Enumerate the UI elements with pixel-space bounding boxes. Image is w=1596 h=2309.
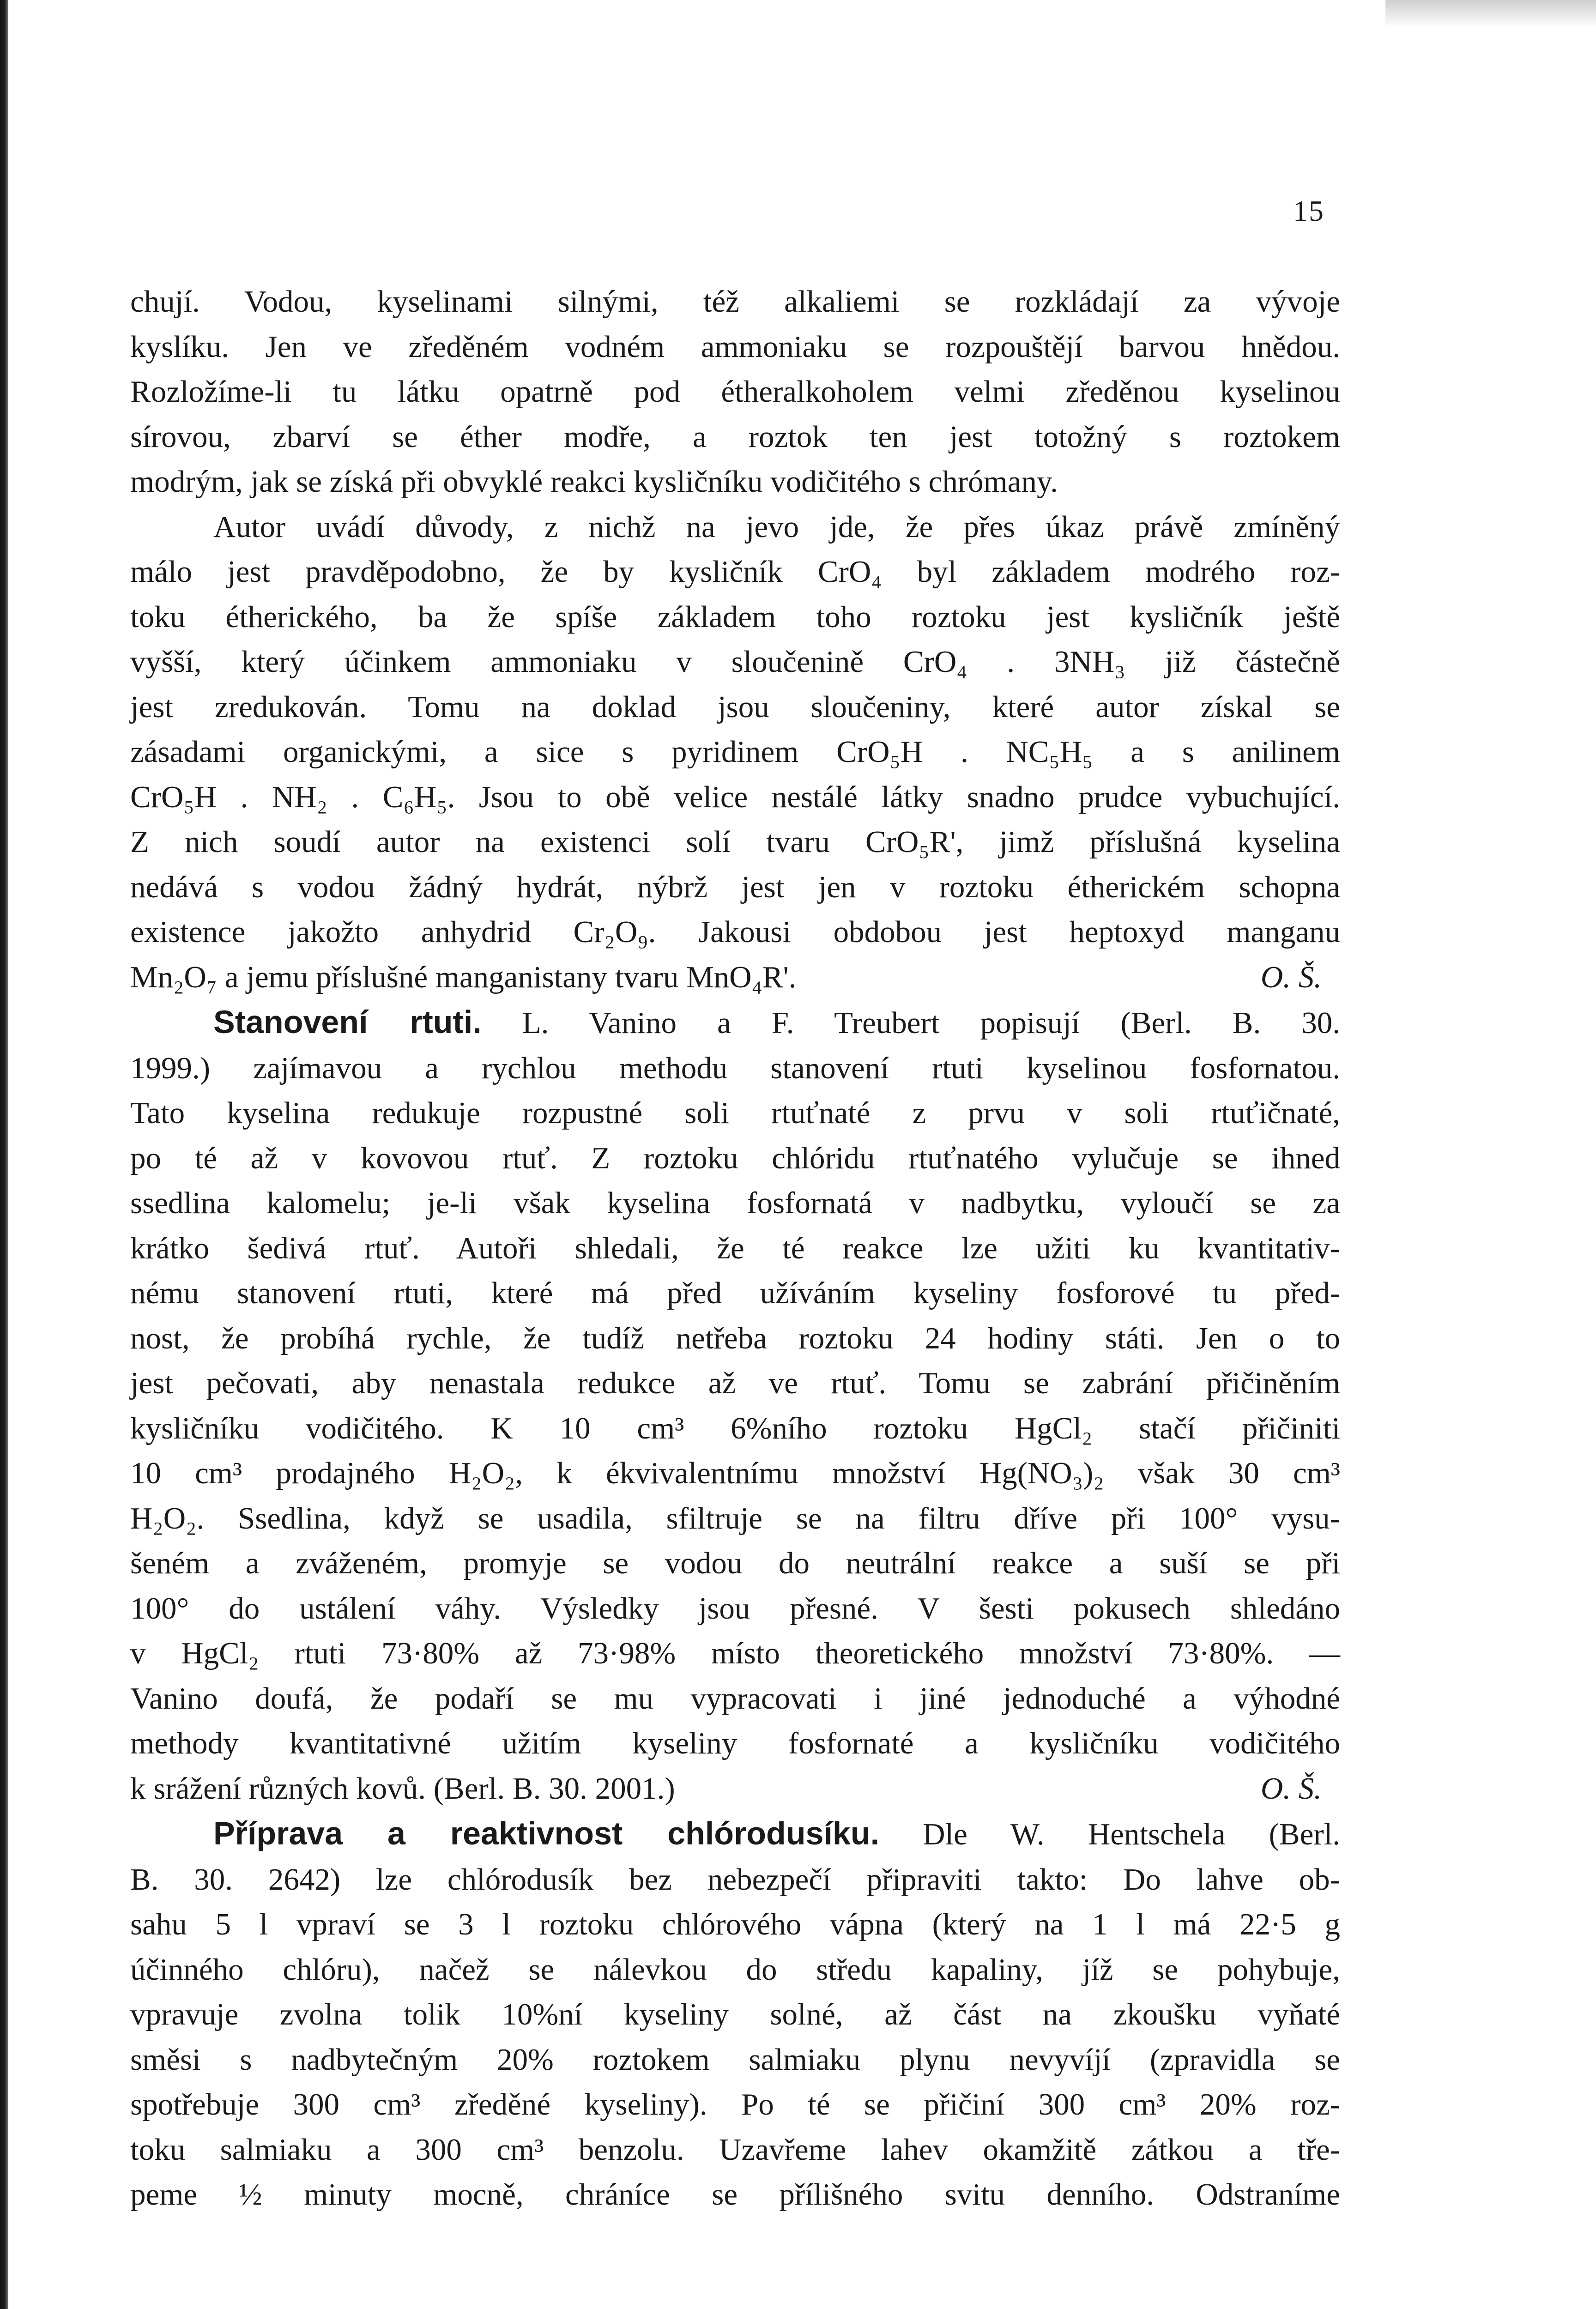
text-line: 100° do ustálení váhy. Výsledky jsou přesné. V šesti pokusech shledáno [130, 1591, 1340, 1626]
text-line: peme ½ minuty mocně, chráníce se přílišného svitu denního. Odstraníme [130, 2177, 1340, 2212]
text-line: vyšší, který účinkem ammoniaku v sloučenině CrO₄ . 3NH₃ již částečně [130, 645, 1340, 679]
text-line: chují. Vodou, kyselinami silnými, též alkaliemi se rozkládají za vývoje [130, 284, 1340, 319]
text-line: existence jakožto anhydrid Cr₂O₉. Jakousi obdobou jest heptoxyd manganu [130, 915, 1340, 949]
text-line: nedává s vodou žádný hydrát, nýbrž jest jen v roztoku étherickém schopna [130, 870, 1340, 904]
text-line [130, 1766, 1340, 1812]
text-line: v HgCl₂ rtuti 73·80% až 73·98% místo theoretického množství 73·80%. — [130, 1636, 1340, 1670]
text-line: spotřebuje 300 cm³ zředěné kyseliny). Po té se přičiní 300 cm³ 20% roz- [130, 2087, 1340, 2122]
text-line: zásadami organickými, a sice s pyridinem CrO₅H . NC₅H₅ a s anilinem [130, 735, 1340, 769]
text-line: po té až v kovovou rtuť. Z roztoku chlóridu rtuťnatého vylučuje se ihned [130, 1141, 1340, 1175]
text-line: Z nich soudí autor na existenci solí tvaru CrO₅R', jimž příslušná kyselina [130, 825, 1340, 859]
section-opening-line [130, 1000, 1340, 1046]
author-signature: O. Š. [1260, 960, 1322, 994]
text-line: sahu 5 l vpraví se 3 l roztoku chlórového vápna (který na 1 l má 22·5 g [130, 1907, 1340, 1941]
text-line: 10 cm³ prodajného H₂O₂, k ékvivalentnímu množství Hg(NO₃)₂ však 30 cm³ [130, 1456, 1340, 1490]
text-line: H₂O₂. Ssedlina, když se usadila, sfiltruje se na filtru dříve při 100° vysu- [130, 1501, 1340, 1535]
binding-edge [0, 0, 8, 2309]
author-signature: O. Š. [1260, 1771, 1322, 1806]
text-line: Rozložíme-li tu látku opatrně pod étheralkoholem velmi zředěnou kyselinou [130, 375, 1340, 409]
text-line-content: L. Vanino a F. Treubert popisují (Berl. B. 30. [522, 1006, 1340, 1040]
text-line: účinného chlóru), načež se nálevkou do středu kapaliny, jíž se pohybuje, [130, 1952, 1340, 1987]
page-number: 15 [1293, 194, 1324, 227]
text-line: Autor uvádí důvody, z nichž na jevo jde, že přes úkaz právě zmíněný [213, 509, 1340, 544]
text-line: málo jest pravděpodobno, že by kysličník CrO₄ byl základem modrého roz- [130, 555, 1340, 589]
text-line: 1999.) zajímavou a rychlou methodu stanovení rtuti kyselinou fosfornatou. [130, 1051, 1340, 1085]
section-opening-line [130, 1811, 1340, 1857]
text-line: vpravuje zvolna tolik 10%ní kyseliny solné, až část na zkoušku vyňaté [130, 1997, 1340, 2031]
text-line-content: Mn₂O₇ a jemu příslušné manganistany tvaru MnO₄R'. [130, 960, 797, 994]
text-column [130, 279, 1340, 2218]
text-line: směsi s nadbytečným 20% roztokem salmiaku plynu nevyvíjí (zpravidla se [130, 2042, 1340, 2077]
text-line: ssedlina kalomelu; je-li však kyselina fosfornatá v nadbytku, vyloučí se za [130, 1186, 1340, 1220]
text-line: nému stanovení rtuti, které má před užíváním kyseliny fosforové tu před- [130, 1276, 1340, 1310]
text-line: toku étherického, ba že spíše základem toho roztoku jest kysličník ještě [130, 599, 1340, 634]
text-line: Vanino doufá, že podaří se mu vypracovati i jiné jednoduché a výhodné [130, 1681, 1340, 1716]
text-line: CrO₅H . NH₂ . C₆H₅. Jsou to obě velice nestálé látky snadno prudce vybuchující. [130, 780, 1340, 814]
text-line: kyslíku. Jen ve zředěném vodném ammoniaku se rozpouštějí barvou hnědou. [130, 329, 1340, 364]
text-line: nost, že probíhá rychle, že tudíž netřeba roztoku 24 hodiny státi. Jen o to [130, 1321, 1340, 1355]
section-heading: Stanovení rtuti. [213, 1004, 482, 1040]
text-line-content: k srážení různých kovů. (Berl. B. 30. 2001.) [130, 1771, 675, 1806]
text-line: kysličníku vodičitého. K 10 cm³ 6%ního roztoku HgCl₂ stačí přičiniti [130, 1411, 1340, 1445]
text-line: krátko šedivá rtuť. Autoři shledali, že té reakce lze užiti ku kvantitativ- [130, 1231, 1340, 1265]
text-line [130, 955, 1340, 1000]
text-line-content: Dle W. Hentschela (Berl. [923, 1817, 1341, 1851]
text-line: modrým, jak se získá při obvyklé reakci kysličníku vodičitého s chrómany. [130, 465, 1058, 499]
section-heading: Příprava a reaktivnost chlórodusíku. [213, 1815, 880, 1851]
text-line: Tato kyselina redukuje rozpustné soli rtuťnaté z prvu v soli rtuťičnaté, [130, 1096, 1340, 1130]
text-line: jest zredukován. Tomu na doklad jsou sloučeniny, které autor získal se [130, 689, 1340, 724]
text-line: toku salmiaku a 300 cm³ benzolu. Uzavřeme lahev okamžitě zátkou a tře- [130, 2132, 1340, 2167]
text-line: sírovou, zbarví se éther modře, a roztok ten jest totožný s roztokem [130, 419, 1340, 454]
text-line: šeném a zváženém, promyje se vodou do neutrální reakce a suší se při [130, 1546, 1340, 1580]
text-line: B. 30. 2642) lze chlórodusík bez nebezpečí připraviti takto: Do lahve ob- [130, 1862, 1340, 1897]
text-line: jest pečovati, aby nenastala redukce až ve rtuť. Tomu se zabrání přičiněním [130, 1366, 1340, 1400]
scan-smudge [1385, 0, 1596, 28]
text-line: methody kvantitativné užitím kyseliny fosfornaté a kysličníku vodičitého [130, 1726, 1340, 1760]
